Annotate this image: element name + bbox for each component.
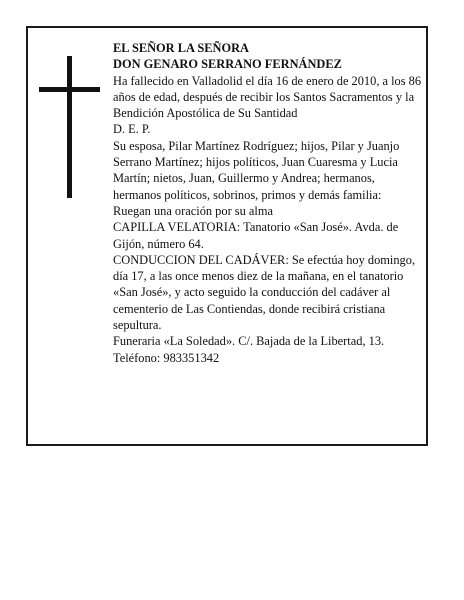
- cross-vertical-bar: [67, 56, 72, 198]
- cross-horizontal-bar: [39, 87, 100, 92]
- header-line: EL SEÑOR LA SEÑORA: [113, 41, 249, 55]
- family-paragraph: Su esposa, Pilar Martínez Rodríguez; hijos, Pilar y Juanjo Serrano Martínez; hijos políticos, Juan Cuaresma y Lucia Martín; nietos, Juan, Guillermo y Andrea; hermanos, hermanos políticos, sobrinos, primos y demás familia:: [113, 138, 400, 202]
- phone-number: Teléfono: 983351342: [113, 350, 220, 365]
- obituary-notice: [26, 26, 428, 446]
- dep-line: D. E. P.: [113, 122, 151, 137]
- prayer-request: Ruegan una oración por su alma: [113, 203, 273, 218]
- deceased-name: DON GENARO SERRANO FERNÁNDEZ: [113, 57, 342, 72]
- procession-paragraph: CONDUCCION DEL CADÁVER: Se efectúa hoy domingo, día 17, a las once menos diez de la mañana, en el tanatorio «San José», y acto seguido la conducción del cadáver al cementerio de Las Contiendas, donde recibirá cristiana sepultura.: [113, 252, 416, 333]
- death-paragraph: Ha fallecido en Valladolid el día 16 de enero de 2010, a los 86 años de edad, después de recibir los Santos Sacramentos y la Bendición Apostólica de Su Santidad: [113, 73, 422, 121]
- chapel-paragraph: CAPILLA VELATORIA: Tanatorio «San José». Avda. de Gijón, número 64.: [113, 220, 399, 251]
- funeral-home: Funeraria «La Soledad». C/. Bajada de la Libertad, 13.: [113, 334, 385, 349]
- notice-body: [113, 40, 425, 366]
